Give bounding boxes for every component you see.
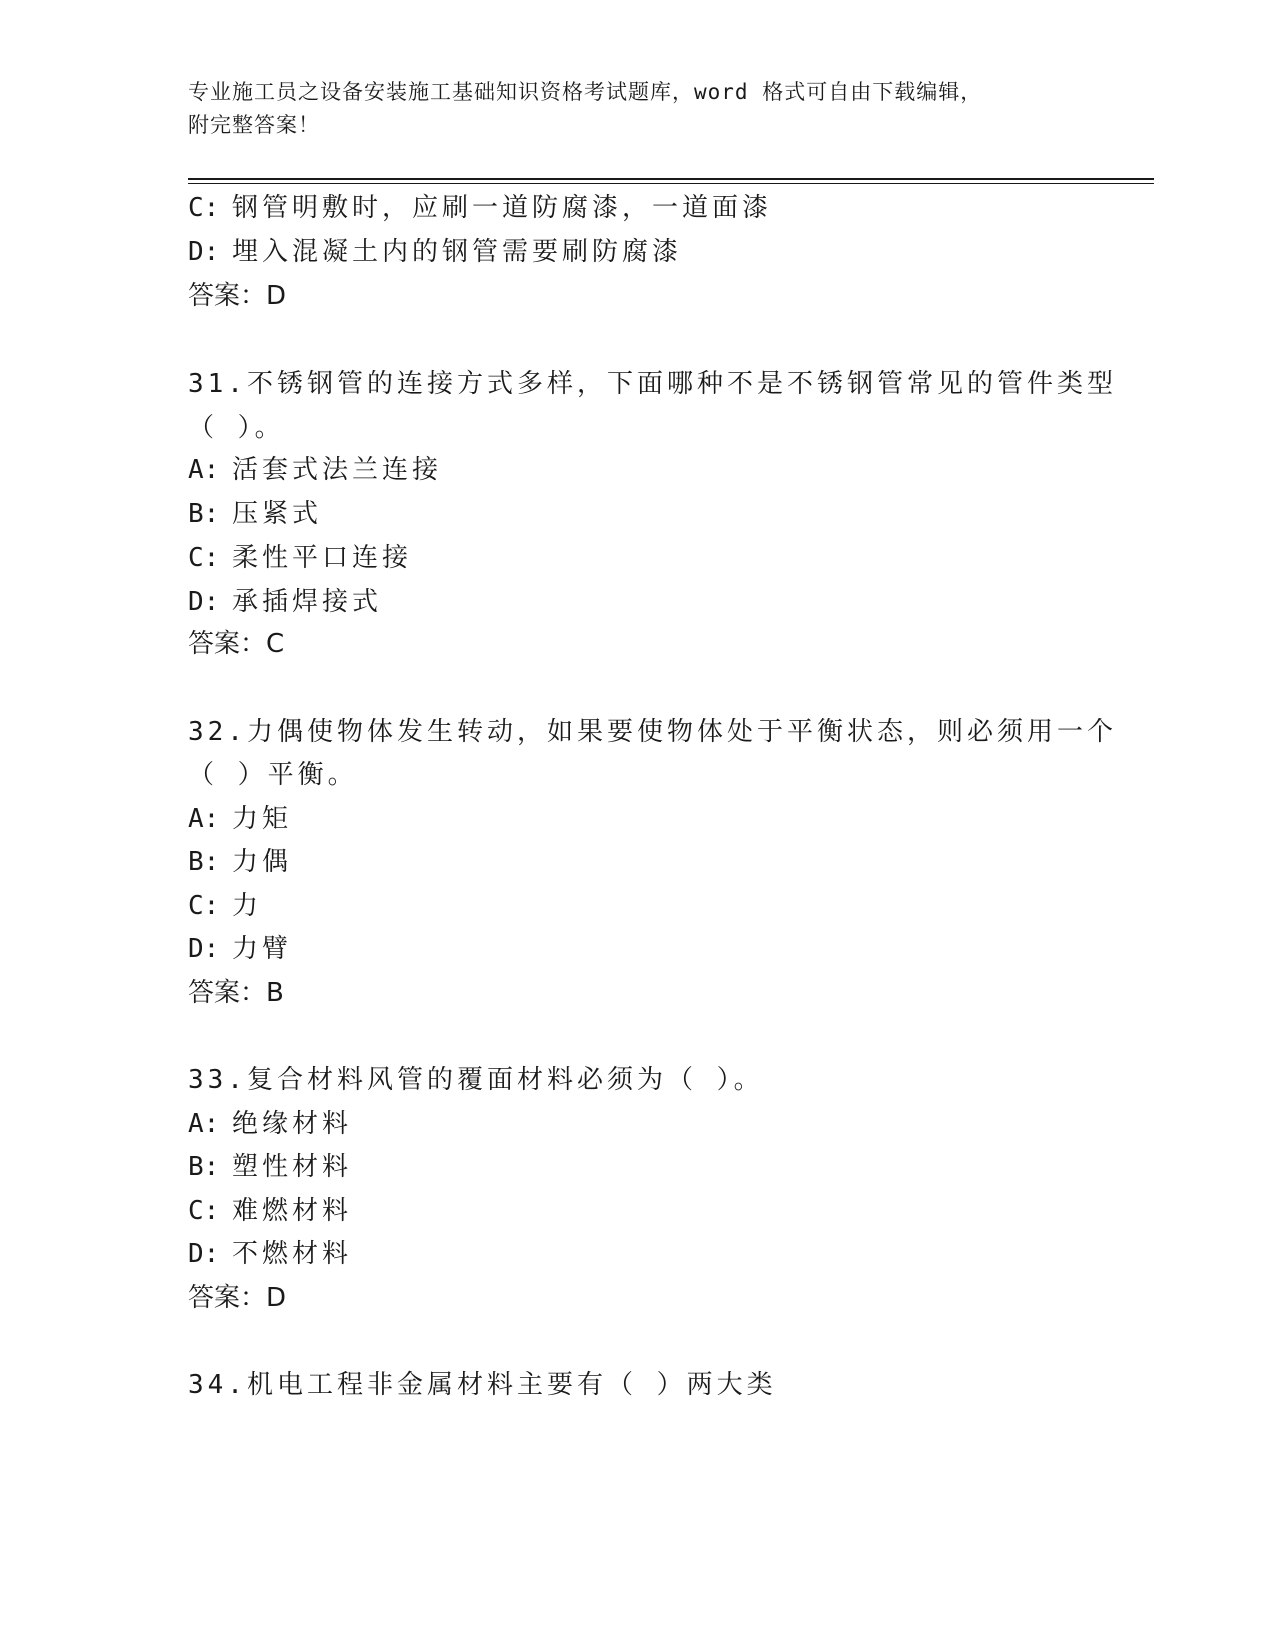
option-text: 活套式法兰连接: [232, 455, 443, 485]
option-text: 力臂: [232, 934, 293, 964]
option-text: 柔性平口连接: [232, 543, 413, 573]
option-letter: C:: [188, 543, 220, 573]
option-text: 塑性材料: [232, 1152, 353, 1182]
q31-option-c: [188, 540, 412, 576]
q31-option-b: [188, 496, 322, 532]
option-text: 埋入混凝土内的钢管需要刷防腐漆: [232, 237, 683, 267]
q33-option-c: [188, 1193, 352, 1229]
q32-option-d: [188, 931, 292, 967]
option-letter: C:: [188, 891, 220, 921]
option-letter: C:: [188, 1196, 220, 1226]
header-line-2: 附完整答案！: [188, 113, 320, 137]
option-text: 力偶: [232, 847, 293, 877]
option-letter: C:: [188, 193, 220, 223]
option-letter: A:: [188, 804, 220, 834]
option-letter: D:: [188, 237, 220, 267]
option-text: 钢管明敷时，应刷一道防腐漆，一道面漆: [232, 193, 773, 223]
option-text: 力矩: [232, 804, 293, 834]
option-letter: A:: [188, 1109, 220, 1139]
document-header: [188, 76, 1068, 142]
q32-stem-line-1: 32.力偶使物体发生转动，如果要使物体处于平衡状态，则必须用一个: [188, 717, 1117, 747]
option-letter: A:: [188, 455, 220, 485]
q31-answer: 答案：C: [188, 629, 285, 659]
header-divider-thin: [188, 183, 1154, 184]
q32-option-b: [188, 844, 292, 880]
q33-option-a: [188, 1106, 352, 1142]
option-text: 难燃材料: [232, 1196, 353, 1226]
header-line-1: 专业施工员之设备安装施工基础知识资格考试题库，word 格式可自由下载编辑，: [188, 80, 983, 104]
option-letter: B:: [188, 847, 220, 877]
q34-stem-line-1: 34.机电工程非金属材料主要有（ ）两大类: [188, 1370, 777, 1400]
q31-option-a: [188, 452, 442, 488]
q33-answer: 答案：D: [188, 1283, 287, 1313]
option-letter: D:: [188, 587, 220, 617]
option-text: 不燃材料: [232, 1239, 353, 1269]
q33-option-b: [188, 1149, 352, 1185]
q33-option-d: [188, 1236, 352, 1272]
option-text: 绝缘材料: [232, 1109, 353, 1139]
option-letter: B:: [188, 499, 220, 529]
prev-option-c: [188, 190, 772, 226]
q31-option-d: [188, 584, 382, 620]
q32-option-a: [188, 801, 292, 837]
q31-stem-line-2: （ ）。: [188, 413, 285, 443]
q33-stem-line-1: 33.复合材料风管的覆面材料必须为（ ）。: [188, 1065, 764, 1095]
q32-stem-line-2: （ ）平衡。: [188, 760, 358, 790]
option-text: 承插焊接式: [232, 587, 383, 617]
option-letter: B:: [188, 1152, 220, 1182]
option-text: 力: [232, 891, 263, 921]
option-letter: D:: [188, 1239, 220, 1269]
header-divider-thick: [188, 178, 1154, 180]
q32-option-c: [188, 888, 262, 924]
q32-answer: 答案：B: [188, 978, 284, 1008]
option-text: 压紧式: [232, 499, 323, 529]
prev-option-d: [188, 234, 682, 270]
q31-stem-line-1: 31.不锈钢管的连接方式多样，下面哪种不是不锈钢管常见的管件类型: [188, 369, 1117, 399]
prev-answer: 答案：D: [188, 281, 287, 311]
option-letter: D:: [188, 934, 220, 964]
